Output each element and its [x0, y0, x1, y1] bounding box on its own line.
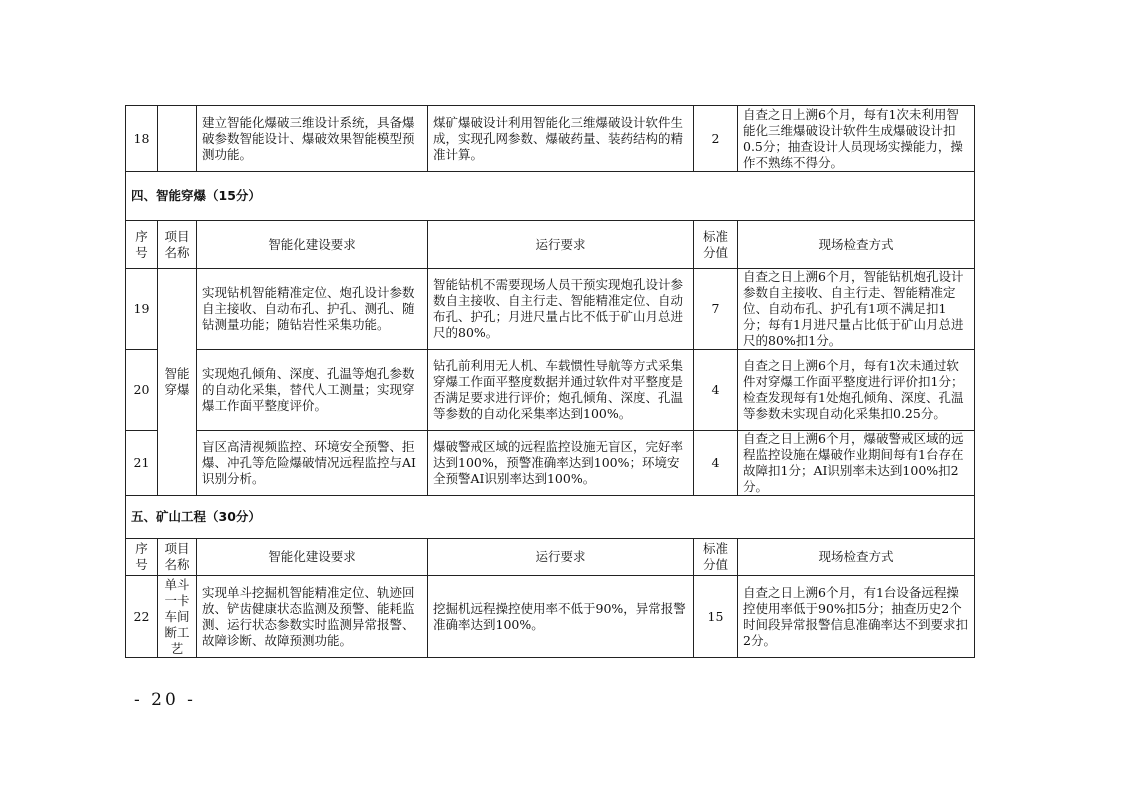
section-title-row — [126, 496, 975, 539]
standard-score: 7 — [694, 269, 738, 350]
table-header-row — [126, 539, 975, 576]
operation-requirement: 挖掘机远程操控使用率不低于90%，异常报警准确率达到100%。 — [428, 576, 694, 658]
construction-requirement: 实现炮孔倾角、深度、孔温等炮孔参数的自动化采集，替代人工测量；实现穿爆工作面平整度评价。 — [197, 350, 428, 431]
operation-requirement: 智能钻机不需要现场人员干预实现炮孔设计参数自主接收、自主行走、智能精准定位、自动布孔、护孔；月进尺量占比不低于矿山月总进尺的80%。 — [428, 269, 694, 350]
row-number: 21 — [126, 431, 158, 496]
table-row — [126, 106, 975, 172]
row-number: 19 — [126, 269, 158, 350]
header-no: 序号 — [126, 221, 158, 269]
header-requirement: 智能化建设要求 — [197, 221, 428, 269]
header-score: 标准分值 — [694, 221, 738, 269]
section-title-row — [126, 172, 975, 221]
header-inspection: 现场检查方式 — [738, 539, 975, 576]
table-row — [126, 269, 975, 350]
inspection-method: 自查之日上溯6个月，每有1次未通过软件对穿爆工作面平整度进行评价扣1分；检查发现每有1处炮孔倾角、深度、孔温等参数未实现自动化采集扣0.25分。 — [738, 350, 975, 431]
table-row — [126, 350, 975, 431]
item-name-cell — [158, 106, 197, 172]
standard-score: 15 — [694, 576, 738, 658]
section-title: 五、矿山工程（30分） — [126, 496, 975, 539]
inspection-method: 自查之日上溯6个月，有1台设备远程操控使用率低于90%扣5分；抽查历史2个时间段异常报警信息准确率达不到要求扣2分。 — [738, 576, 975, 658]
row-number: 20 — [126, 350, 158, 431]
header-score: 标准分值 — [694, 539, 738, 576]
header-requirement: 智能化建设要求 — [197, 539, 428, 576]
construction-requirement: 建立智能化爆破三维设计系统，具备爆破参数智能设计、爆破效果智能模型预测功能。 — [197, 106, 428, 172]
row-number: 22 — [126, 576, 158, 658]
header-operation: 运行要求 — [428, 539, 694, 576]
standard-score: 4 — [694, 431, 738, 496]
inspection-method: 自查之日上溯6个月，爆破警戒区域的远程监控设施在爆破作业期间每有1台存在故障扣1分；AI识别率未达到100%扣2分。 — [738, 431, 975, 496]
operation-requirement: 钻孔前利用无人机、车载惯性导航等方式采集穿爆工作面平整度数据并通过软件对平整度是否满足要求进行评价；炮孔倾角、深度、孔温等参数的自动化采集率达到100%。 — [428, 350, 694, 431]
table-header-row — [126, 221, 975, 269]
header-item: 项目名称 — [158, 539, 197, 576]
operation-requirement: 煤矿爆破设计利用智能化三维爆破设计软件生成，实现孔网参数、爆破药量、装药结构的精准计算。 — [428, 106, 694, 172]
header-operation: 运行要求 — [428, 221, 694, 269]
item-name-cell: 智能穿爆 — [158, 269, 197, 496]
row-number: 18 — [126, 106, 158, 172]
standard-score: 4 — [694, 350, 738, 431]
operation-requirement: 爆破警戒区域的远程监控设施无盲区，完好率达到100%，预警准确率达到100%；环境安全预警AI识别率达到100%。 — [428, 431, 694, 496]
table-row — [126, 576, 975, 658]
construction-requirement: 实现单斗挖掘机智能精准定位、轨迹回放、铲齿健康状态监测及预警、能耗监测、运行状态参数实时监测异常报警、故障诊断、故障预测功能。 — [197, 576, 428, 658]
page-number: - 20 - — [134, 690, 196, 710]
inspection-method: 自查之日上溯6个月，智能钻机炮孔设计参数自主接收、自主行走、智能精准定位、自动布孔、护孔有1项不满足扣1分；每有1月进尺量占比低于矿山月总进尺的80%扣1分。 — [738, 269, 975, 350]
section-title: 四、智能穿爆（15分） — [126, 172, 975, 221]
header-item: 项目名称 — [158, 221, 197, 269]
table-row — [126, 431, 975, 496]
item-name-cell: 单斗一卡车间断工艺 — [158, 576, 197, 658]
construction-requirement: 盲区高清视频监控、环境安全预警、拒爆、冲孔等危险爆破情况远程监控与AI识别分析。 — [197, 431, 428, 496]
header-no: 序号 — [126, 539, 158, 576]
standard-score: 2 — [694, 106, 738, 172]
inspection-method: 自查之日上溯6个月，每有1次未利用智能化三维爆破设计软件生成爆破设计扣0.5分；抽查设计人员现场实操能力，操作不熟练不得分。 — [738, 106, 975, 172]
construction-requirement: 实现钻机智能精准定位、炮孔设计参数自主接收、自动布孔、护孔、测孔、随钻测量功能；随钻岩性采集功能。 — [197, 269, 428, 350]
header-inspection: 现场检查方式 — [738, 221, 975, 269]
inspection-table — [125, 105, 975, 658]
